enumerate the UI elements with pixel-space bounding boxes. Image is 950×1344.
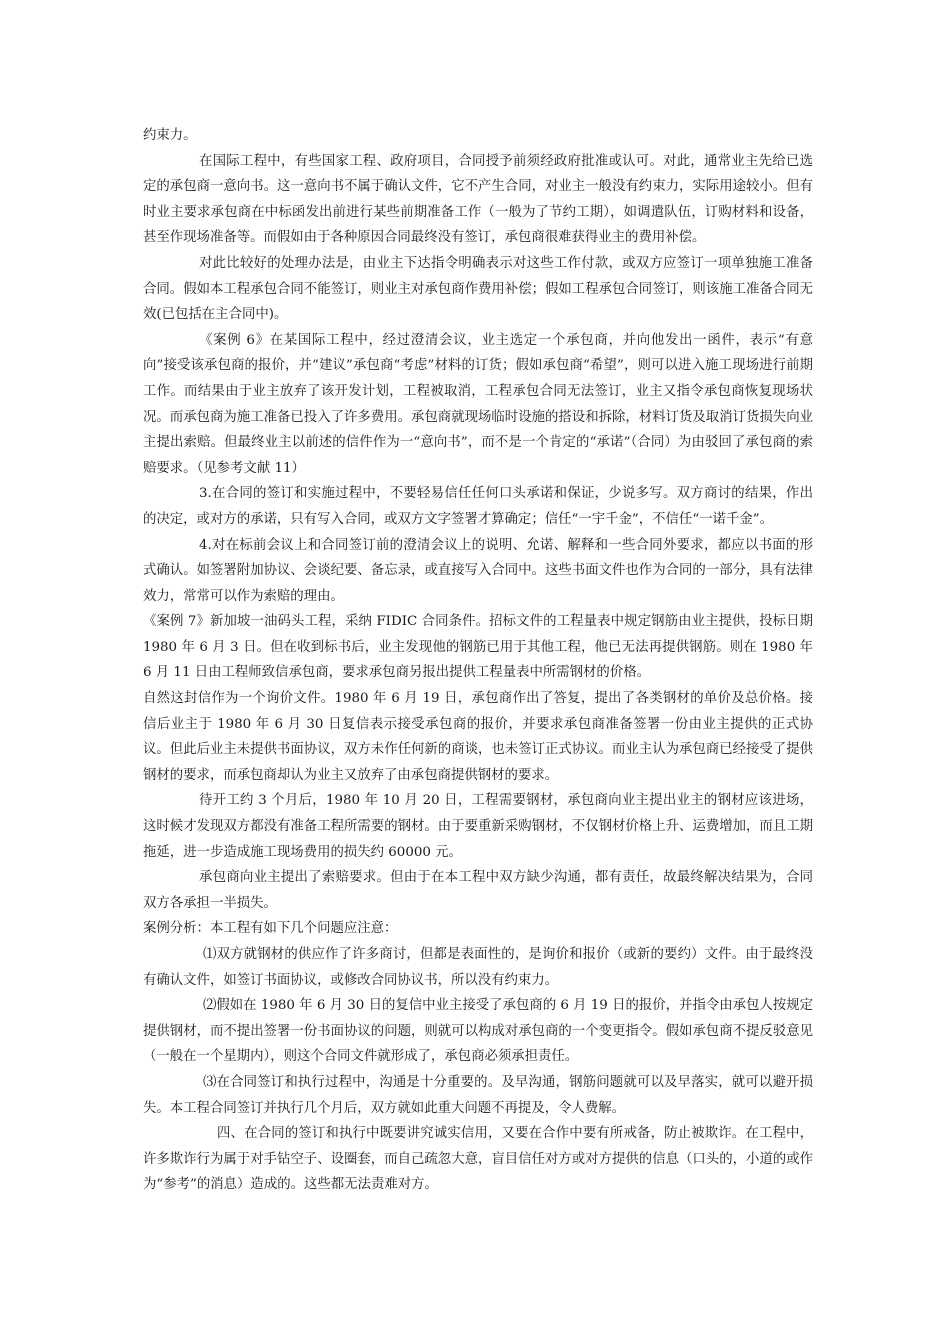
paragraph-analysis-2: ⑵假如在 1980 年 6 月 30 日的复信中业主接受了承包商的 6 月 19 日的报价，并指令由承包人按规定提供钢材，而不提出签署一份书面协议的问题，则就可以构成对承包商的一个变更指令。假如承包商不提反驳意见（一般在一个星期内），则这个合同文件就形成了，承包商必须承担责任。 — [143, 998, 813, 1065]
paragraph-case-6: 《案例 6》在某国际工程中，经过澄清会议，业主选定一个承包商，并向他发出一函件，表示“有意向”接受该承包商的报价，并“建议”承包商“考虑”材料的订货；假如承包商“希望”，则可以进入施工现场进行前期工作。而结果由于业主放弃了该开发计划，工程被取消，工程承包合同无法签订，业主又指令承包商恢复现场状况。而承包商为施工准备已投入了许多费用。承包商就现场临时设施的搭设和拆除，材料订货及取消订货损失向业主提出索赔。但最终业主以前述的信件作为一“意向书”，而不是一个肯定的“承诺”（合同）为由驳回了承包商的索赔要求。（见参考文献 11） — [143, 332, 813, 476]
paragraph-section-four: 四、在合同的签订和执行中既要讲究诚实信用，又要在合作中要有所戒备，防止被欺诈。在工程中，许多欺诈行为属于对手钻空子、设圈套，而自己疏忽大意，盲目信任对方或对方提供的信息（口头的，小道的或作为“参考”的消息）造成的。这些都无法责难对方。 — [143, 1126, 813, 1193]
paragraph-construction-start: 待开工约 3 个月后，1980 年 10 月 20 日，工程需要钢材，承包商向业主提出业主的钢材应该进场，这时候才发现双方都没有准备工程所需要的钢材。由于要重新采购钢材，不仅钢材价格上升、运费增加，而且工期拖延，进一步造成施工现场费用的损失约 60000 元。 — [143, 793, 813, 860]
paragraph-handling-method: 对此比较好的处理办法是，由业主下达指令明确表示对这些工作付款，或双方应签订一项单独施工准备合同。假如本工程承包合同不能签订，则业主对承包商作费用补偿；假如工程承包合同签订，则该施工准备合同无效(已包括在主合同中)。 — [143, 255, 813, 323]
paragraph-point-3: 3.在合同的签订和实施过程中，不要轻易信任任何口头承诺和保证，少说多写。双方商讨的结果，作出的决定，或对方的承诺，只有写入合同，或双方文字签署才算确定；信任“一宇千金”，不信任“一诺千金”。 — [143, 486, 813, 527]
document-page — [143, 123, 813, 1198]
paragraph-analysis-1: ⑴双方就钢材的供应作了许多商讨，但都是表面性的，是询价和报价（或新的要约）文件。由于最终没有确认文件，如签订书面协议，或修改合同协议书，所以没有约束力。 — [143, 947, 813, 988]
paragraph-case-analysis-heading: 案例分析：本工程有如下几个问题应注意： — [143, 921, 398, 937]
paragraph-inquiry-letter: 自然这封信作为一个询价文件。1980 年 6 月 19 日，承包商作出了答复，提出了各类钢材的单价及总价格。接信后业主于 1980 年 6 月 30 日复信表示接受承包商的报价，并要求承包商准备签署一份由业主提供的正式协议。但此后业主未提供书面协议，双方未作任何新的商谈，也未签订正式协议。而业主认为承包商已经接受了提供钢材的要求，而承包商却认为业主又放弃了由承包商提供钢材的要求。 — [143, 691, 813, 783]
paragraph-continuation: 约束力。 — [143, 128, 197, 143]
paragraph-claim-result: 承包商向业主提出了索赔要求。但由于在本工程中双方缺少沟通，都有责任，故最终解决结果为，合同双方各承担一半损失。 — [143, 870, 813, 911]
paragraph-letter-of-intent: 在国际工程中，有些国家工程、政府项目，合同授予前须经政府批准或认可。对此，通常业主先给已选定的承包商一意向书。这一意向书不属于确认文件，它不产生合同，对业主一般没有约束力，实际用途较小。但有时业主要求承包商在中标函发出前进行某些前期准备工作（一般为了节约工期），如调遣队伍，订购材料和设备，甚至作现场准备等。而假如由于各种原因合同最终没有签订，承包商很难获得业主的费用补偿。 — [143, 153, 813, 246]
paragraph-point-4: 4.对在标前会议上和合同签订前的澄清会议上的说明、允诺、解释和一些合同外要求，都应以书面的形式确认。如签署附加协议、会谈纪要、备忘录，或直接写入合同中。这些书面文件也作为合同的一部分，具有法律效力，常常可以作为索赔的理由。 — [143, 537, 813, 604]
paragraph-case-7: 《案例 7》新加坡一油码头工程，采纳 FIDIC 合同条件。招标文件的工程量表中规定钢筋由业主提供，投标日期 1980 年 6 月 3 日。但在收到标书后，业主发现他的钢筋已用于其他工程，他已无法再提供钢筋。则在 1980 年 6 月 11 日由工程师致信承包商，要求承包商另报出提供工程量表中所需钢材的价格。 — [143, 614, 813, 681]
paragraph-analysis-3: ⑶在合同签订和执行过程中，沟通是十分重要的。及早沟通，钢筋问题就可以及早落实，就可以避开损失。本工程合同签订并执行几个月后，双方就如此重大问题不再提及，令人费解。 — [143, 1074, 813, 1116]
